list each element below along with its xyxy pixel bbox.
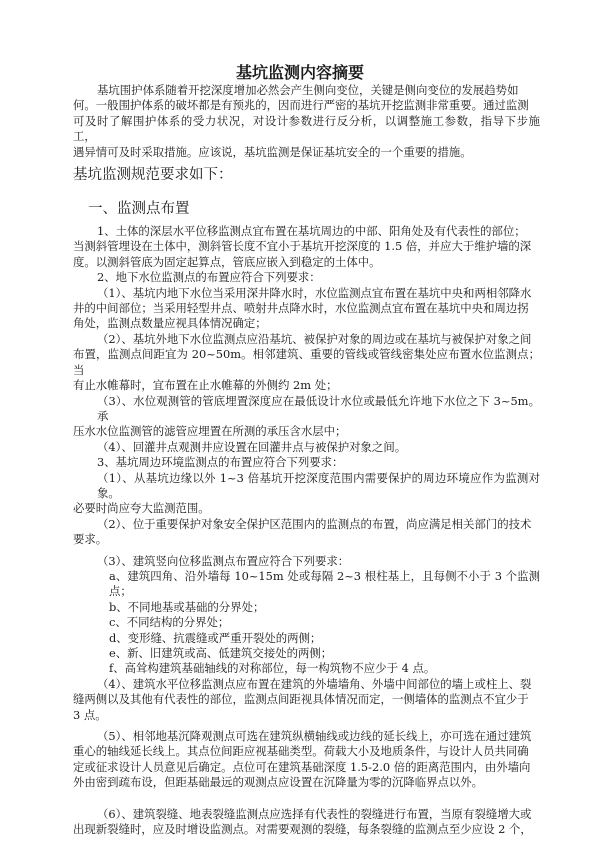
text-line: （1）、从基坑边缘以外 1~3 倍基坑开挖深度范围内需要保护的周边环境应作为监测对象。 [97,470,540,500]
text-line: （4）、建筑水平位移监测点应布置在建筑的外墙墙角、外墙中间部位的墙上或柱上、裂 [97,676,532,691]
text-line: 角处，监测点数量应视具体情况确定； [73,316,267,331]
text-line: 1、土体的深层水平位移监测点宜布置在基坑周边的中部、阳角处及有代表性的部位； [97,224,526,239]
text-line: 压水水位监测管的滤管应埋置在所测的承压含水层中； [73,424,347,439]
text-line: 必要时尚应夸大监测范围。 [73,501,210,516]
list-item: a、建筑四角、沿外墙每 10~15m 处或每隔 2~3 根柱基上，且每侧不小于 3 个监测点； [109,568,540,599]
text-line: 定或征求设计人员意见后确定。点位可在建筑基础深度 1.5-2.0 倍的距离范围内，由外墙向 [73,759,531,774]
text-line: 度。以测斜管底为固定起算点，管底应嵌入到稳定的土体中。 [73,254,381,269]
page-title: 基坑监测内容摘要 [235,63,364,82]
text-line: （6）、建筑裂缝、地表裂缝监测点应选择有代表性的裂缝进行布置，当原有裂缝增大或 [97,806,532,821]
text-line: （1）、基坑内地下水位当采用深井降水时，水位监测点宜布置在基坑中央和两相邻降水 [97,285,532,300]
text-line: 要求。 [73,532,108,547]
text-line: 基坑围护体系随着开挖深度增加必然会产生侧向变位，关键是侧向变位的发展趋势如 [97,83,519,97]
text-line: 布置，监测点间距宜为 20~50m。相邻建筑、重要的管线或管线密集处应布置水位监测点；当 [73,347,540,377]
section-body [73,224,540,837]
text-line: 缝两侧以及其他有代表性的部位，监测点间距视具体情况而定，一侧墙体的监测点不宜少于 [73,692,529,707]
list-item: d、变形缝、抗震缝或严重开裂处的两侧； [109,630,322,645]
list-item: e、新、旧建筑或高、低建筑交接处的两侧； [109,646,333,660]
text-line: 何。一般围护体系的破坏都是有预兆的，因而进行严密的基坑开挖监测非常重要。通过监测 [73,98,529,113]
requirements-heading: 基坑监测规范要求如下： [73,167,233,184]
text-line: 可及时了解围护体系的受力状况，对设计参数进行反分析，以调整施工参数，指导下步施工， [73,113,540,144]
text-line: 2、地下水位监测点的布置应符合下列要求： [97,270,321,285]
text-line: 3、基坑周边环境监测点的布置应符合下列要求： [97,455,344,470]
text-line: 3 点。 [73,707,107,722]
text-line: （2）、基坑外地下水位监测点应沿基坑、被保护对象的周边或在基坑与被保护对象之间 [97,331,532,346]
list-item: f、高耸构建筑基础轴线的对称部位，每一构筑物不应少于 4 点。 [109,661,436,676]
text-line: 井的中间部位；当采用轻型井点、喷射井点降水时，水位监测点宜布置在基坑中央和周边拐 [73,301,529,316]
text-line: 重心的轴线延长线上。其点位间距应视基础类型。荷载大小及地质条件，与设计人员共同确 [73,744,529,759]
text-line: （4）、回灌井点观测井应设置在回灌井点与被保护对象之间。 [97,439,407,454]
text-line: （3）、建筑竖向位移监测点布置应符合下列要求： [97,553,350,568]
list-item: b、不同地基或基础的分界处； [109,599,265,614]
section-heading: 一、监测点布置 [88,201,190,218]
text-line: （3）、水位观测管的管底埋置深度应在最低设计水位或最低允许地下水位之下 3~5m。承 [97,393,540,423]
list-item: c、不同结构的分界处； [109,615,230,630]
text-line: （5）、相邻地基沉降观测点可选在建筑纵横轴线或边线的延长线上，亦可选在通过建筑 [97,729,532,744]
intro-paragraph [73,83,540,160]
text-line: 有止水帷幕时，宜布置在止水帷幕的外侧约 2m 处； [73,378,338,393]
text-line: 当测斜管埋设在土体中，测斜管长度不宜小于基坑开挖深度的 1.5 倍，并应大于维护墙的深 [73,239,532,254]
text-line: 出现新裂缝时，应及时增设监测点。对需要观测的裂缝，每条裂缝的监测点至少应设 2 个， [73,822,532,837]
text-line: 外由密到疏布设，但距基础最远的观测点应设置在沉降量为零的沉降临界点以外。 [73,775,484,790]
text-line: （2）、位于重要保护对象安全保护区范围内的监测点的布置，尚应满足相关部门的技术 [97,516,532,531]
text-line: 遇异情可及时采取措施。应该说，基坑监测是保证基坑安全的一个重要的措施。 [73,144,472,159]
